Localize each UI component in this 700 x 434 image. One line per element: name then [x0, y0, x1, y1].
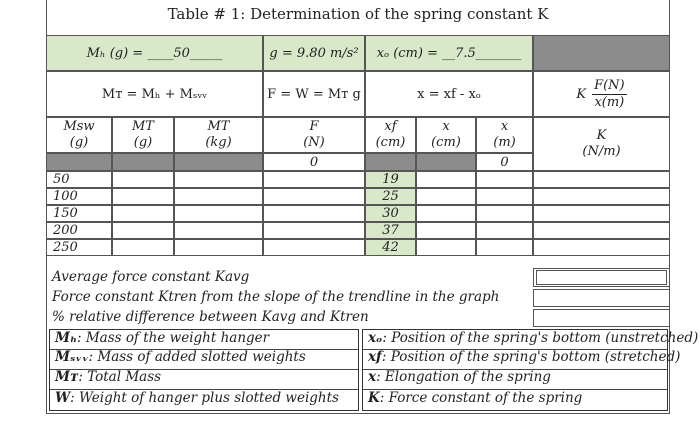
row-xf-cell: 25 — [365, 188, 416, 205]
empty-cell — [174, 188, 263, 205]
empty-cell — [416, 222, 476, 239]
empty-cell — [416, 188, 476, 205]
empty-cell — [112, 222, 174, 239]
hanger-mass-cell: Mₕ (g) = ____50_____ — [46, 35, 263, 71]
k-formula-numerator: F(N) — [594, 78, 625, 93]
zero-force-cell: 0 — [263, 153, 365, 171]
empty-cell — [476, 205, 533, 222]
legend-right — [362, 329, 699, 411]
legend-item: Mₕ: Mass of the weight hanger — [50, 330, 358, 350]
avg-k-box-inner — [536, 270, 667, 285]
empty-cell — [476, 222, 533, 239]
empty-cell — [263, 171, 365, 188]
legend-item: xf: Position of the spring's bottom (stretched) — [363, 349, 667, 370]
empty-cell — [174, 171, 263, 188]
gray-strip — [174, 153, 263, 171]
legend-item: K: Force constant of the spring — [368, 390, 583, 406]
empty-cell — [476, 171, 533, 188]
row-xf-cell: 37 — [365, 222, 416, 239]
gray-strip — [112, 153, 174, 171]
legend-item: x: Elongation of the spring — [363, 369, 667, 390]
empty-cell — [416, 205, 476, 222]
empty-cell — [263, 205, 365, 222]
header-gray-cell — [533, 35, 670, 71]
col-header-xf: xf (cm) — [365, 117, 416, 153]
empty-cell — [533, 239, 670, 256]
legend-left — [49, 329, 359, 411]
row-xf-cell: 19 — [365, 171, 416, 188]
col-header-mt-g: MT (g) — [112, 117, 174, 153]
gray-strip — [416, 153, 476, 171]
table-title: Table # 1: Determination of the spring constant K — [167, 5, 549, 23]
legend-item: Mₛᵥᵥ: Mass of added slotted weights — [50, 349, 358, 370]
total-mass-formula: Mᴛ = Mₕ + Mₛᵥᵥ — [46, 71, 263, 117]
trend-k-box — [533, 289, 670, 307]
row-xf-cell: 30 — [365, 205, 416, 222]
gravity-cell: g = 9.80 m/s² — [263, 35, 365, 71]
row-msw-cell: 250 — [46, 239, 112, 256]
col-header-x-cm: x (cm) — [416, 117, 476, 153]
zero-x-m-cell: 0 — [476, 153, 533, 171]
empty-cell — [112, 188, 174, 205]
k-formula — [533, 71, 670, 117]
empty-cell — [174, 205, 263, 222]
row-msw-cell: 50 — [46, 171, 112, 188]
avg-k-note: Average force constant Kavg — [52, 269, 250, 285]
force-formula: F = W = Mᴛ g — [263, 71, 365, 117]
k-formula-denominator: x(m) — [594, 95, 625, 110]
row-msw-cell: 100 — [46, 188, 112, 205]
empty-cell — [533, 188, 670, 205]
legend-item: Mᴛ: Total Mass — [50, 369, 358, 390]
col-header-force: F (N) — [263, 117, 365, 153]
empty-cell — [174, 222, 263, 239]
k-formula-label: K — [576, 86, 587, 102]
gray-strip — [46, 153, 112, 171]
empty-cell — [263, 188, 365, 205]
diff-note: % relative difference between Kavg and Ktren — [52, 309, 369, 325]
empty-cell — [112, 205, 174, 222]
empty-cell — [416, 171, 476, 188]
col-header-x-m: x (m) — [476, 117, 533, 153]
legend-item: xₒ: Position of the spring's bottom (unstretched) — [363, 330, 667, 350]
row-msw-cell: 200 — [46, 222, 112, 239]
empty-cell — [476, 239, 533, 256]
legend-item: W: Weight of hanger plus slotted weights — [55, 390, 339, 406]
diff-box — [533, 309, 670, 327]
empty-cell — [263, 239, 365, 256]
empty-cell — [112, 171, 174, 188]
x0-cell: xₒ (cm) = __7.5_______ — [365, 35, 533, 71]
col-header-mt-kg: MT (kg) — [174, 117, 263, 153]
empty-cell — [533, 205, 670, 222]
empty-cell — [533, 171, 670, 188]
empty-cell — [112, 239, 174, 256]
empty-cell — [533, 222, 670, 239]
empty-cell — [416, 239, 476, 256]
elongation-formula: x = xf - xₒ — [365, 71, 533, 117]
col-header-k: K (N/m) — [533, 117, 670, 171]
row-xf-cell: 42 — [365, 239, 416, 256]
empty-cell — [174, 239, 263, 256]
row-msw-cell: 150 — [46, 205, 112, 222]
empty-cell — [263, 222, 365, 239]
gray-strip — [365, 153, 416, 171]
trend-k-note: Force constant Ktren from the slope of the trendline in the graph — [52, 289, 500, 305]
empty-cell — [476, 188, 533, 205]
col-header-msw: Msw (g) — [46, 117, 112, 153]
